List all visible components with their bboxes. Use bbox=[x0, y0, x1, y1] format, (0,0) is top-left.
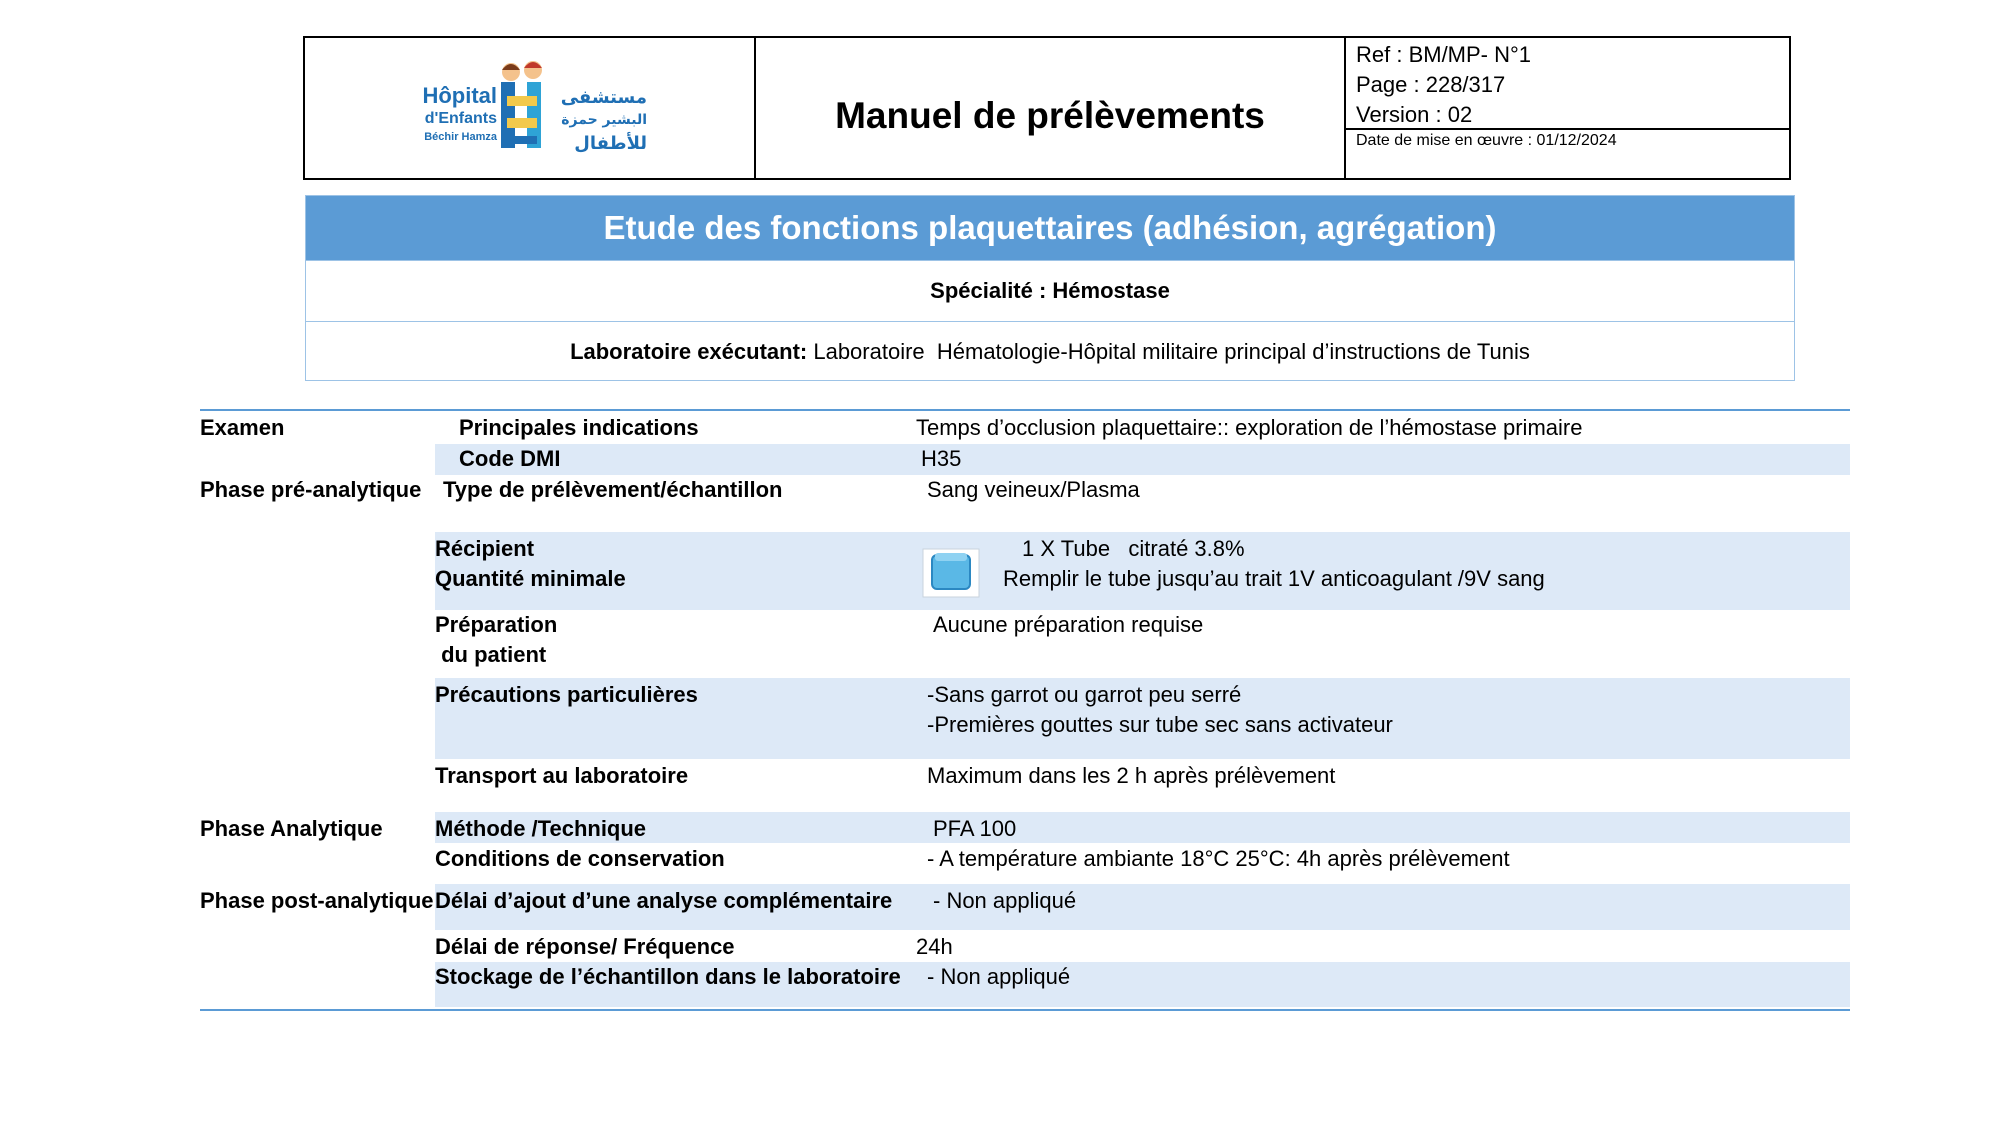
precautions-value-2: -Premières gouttes sur tube sec sans activateur bbox=[927, 712, 1393, 737]
logo-line-1: Hôpital bbox=[422, 83, 497, 108]
exam-title: Etude des fonctions plaquettaires (adhésion, agrégation) bbox=[306, 196, 1794, 260]
phase-examen: Examen bbox=[200, 415, 285, 440]
delai-reponse-value: 24h bbox=[916, 934, 953, 959]
preparation-value: Aucune préparation requise bbox=[933, 612, 1204, 637]
quantite-value: Remplir le tube jusqu’au trait 1V anticoagulant /9V sang bbox=[1003, 566, 1545, 591]
document-header bbox=[303, 36, 1791, 180]
transport-label: Transport au laboratoire bbox=[435, 763, 689, 788]
code-value: H35 bbox=[921, 446, 962, 471]
preparation-label-1: Préparation bbox=[435, 612, 558, 637]
precautions-value-1: -Sans garrot ou garrot peu serré bbox=[927, 682, 1242, 707]
stockage-value: - Non appliqué bbox=[927, 964, 1071, 989]
manual-title-cell bbox=[756, 38, 1346, 178]
citrate-tube-icon bbox=[922, 548, 980, 598]
stockage-label: Stockage de l’échantillon dans le laboratoire bbox=[435, 964, 901, 989]
band-methode bbox=[435, 812, 1850, 843]
conservation-label: Conditions de conservation bbox=[435, 846, 725, 871]
indications-value: Temps d’occlusion plaquettaire:: exploration de l’hémostase primaire bbox=[916, 415, 1583, 440]
logo-french-text bbox=[415, 84, 497, 144]
methode-label: Méthode /Technique bbox=[435, 816, 647, 841]
ref-number: Ref : BM/MP- N°1 bbox=[1356, 42, 1532, 67]
band-code bbox=[435, 444, 1850, 475]
logo-ar-line-1: مستشفى bbox=[560, 87, 647, 108]
delai-ajout-label: Délai d’ajout d’une analyse complémentaire bbox=[435, 888, 893, 913]
quantite-label: Quantité minimale bbox=[435, 566, 626, 591]
delai-reponse-label: Délai de réponse/ Fréquence bbox=[435, 934, 735, 959]
type-label: Type de prélèvement/échantillon bbox=[443, 477, 783, 502]
logo-arabic-text bbox=[547, 86, 647, 155]
recipient-value: 1 X Tube citraté 3.8% bbox=[1022, 536, 1245, 561]
logo-ar-line-2: البشير حمزة bbox=[561, 112, 647, 128]
hospital-logo bbox=[305, 38, 756, 178]
logo-line-3: Béchir Hamza bbox=[424, 131, 497, 143]
conservation-value: - A température ambiante 18°C 25°C: 4h après prélèvement bbox=[927, 846, 1510, 871]
methode-value: PFA 100 bbox=[933, 816, 1017, 841]
manual-title: Manuel de prélèvements bbox=[835, 95, 1265, 136]
phase-pre-analytique: Phase pré-analytique bbox=[200, 477, 422, 502]
lab-value: Laboratoire Hématologie-Hôpital militaire principal d’instructions de Tunis bbox=[807, 339, 1530, 364]
children-logo-icon bbox=[497, 58, 547, 154]
exam-details-table bbox=[200, 409, 1850, 1011]
version: Version : 02 bbox=[1356, 102, 1473, 127]
meta-top bbox=[1346, 38, 1789, 130]
code-label: Code DMI bbox=[459, 446, 561, 471]
delai-ajout-value: - Non appliqué bbox=[933, 888, 1077, 913]
logo-line-2: d'Enfants bbox=[424, 110, 497, 127]
lab-label: Laboratoire exécutant: bbox=[570, 339, 808, 364]
exam-title-block bbox=[305, 195, 1795, 381]
type-value: Sang veineux/Plasma bbox=[927, 477, 1140, 502]
document-meta bbox=[1346, 38, 1789, 178]
specialty: Spécialité : Hémostase bbox=[306, 260, 1794, 321]
transport-value: Maximum dans les 2 h après prélèvement bbox=[927, 763, 1336, 788]
logo-ar-line-3: للأطفال bbox=[574, 133, 647, 154]
preparation-label-2: du patient bbox=[435, 642, 547, 667]
indications-label: Principales indications bbox=[459, 415, 699, 440]
precautions-label: Précautions particulières bbox=[435, 682, 698, 707]
phase-post-analytique: Phase post-analytique bbox=[200, 888, 434, 913]
recipient-label: Récipient bbox=[435, 536, 535, 561]
page-number: Page : 228/317 bbox=[1356, 72, 1506, 97]
phase-analytique: Phase Analytique bbox=[200, 816, 383, 841]
effective-date: Date de mise en œuvre : 01/12/2024 bbox=[1356, 132, 1617, 149]
executing-lab bbox=[306, 321, 1794, 382]
